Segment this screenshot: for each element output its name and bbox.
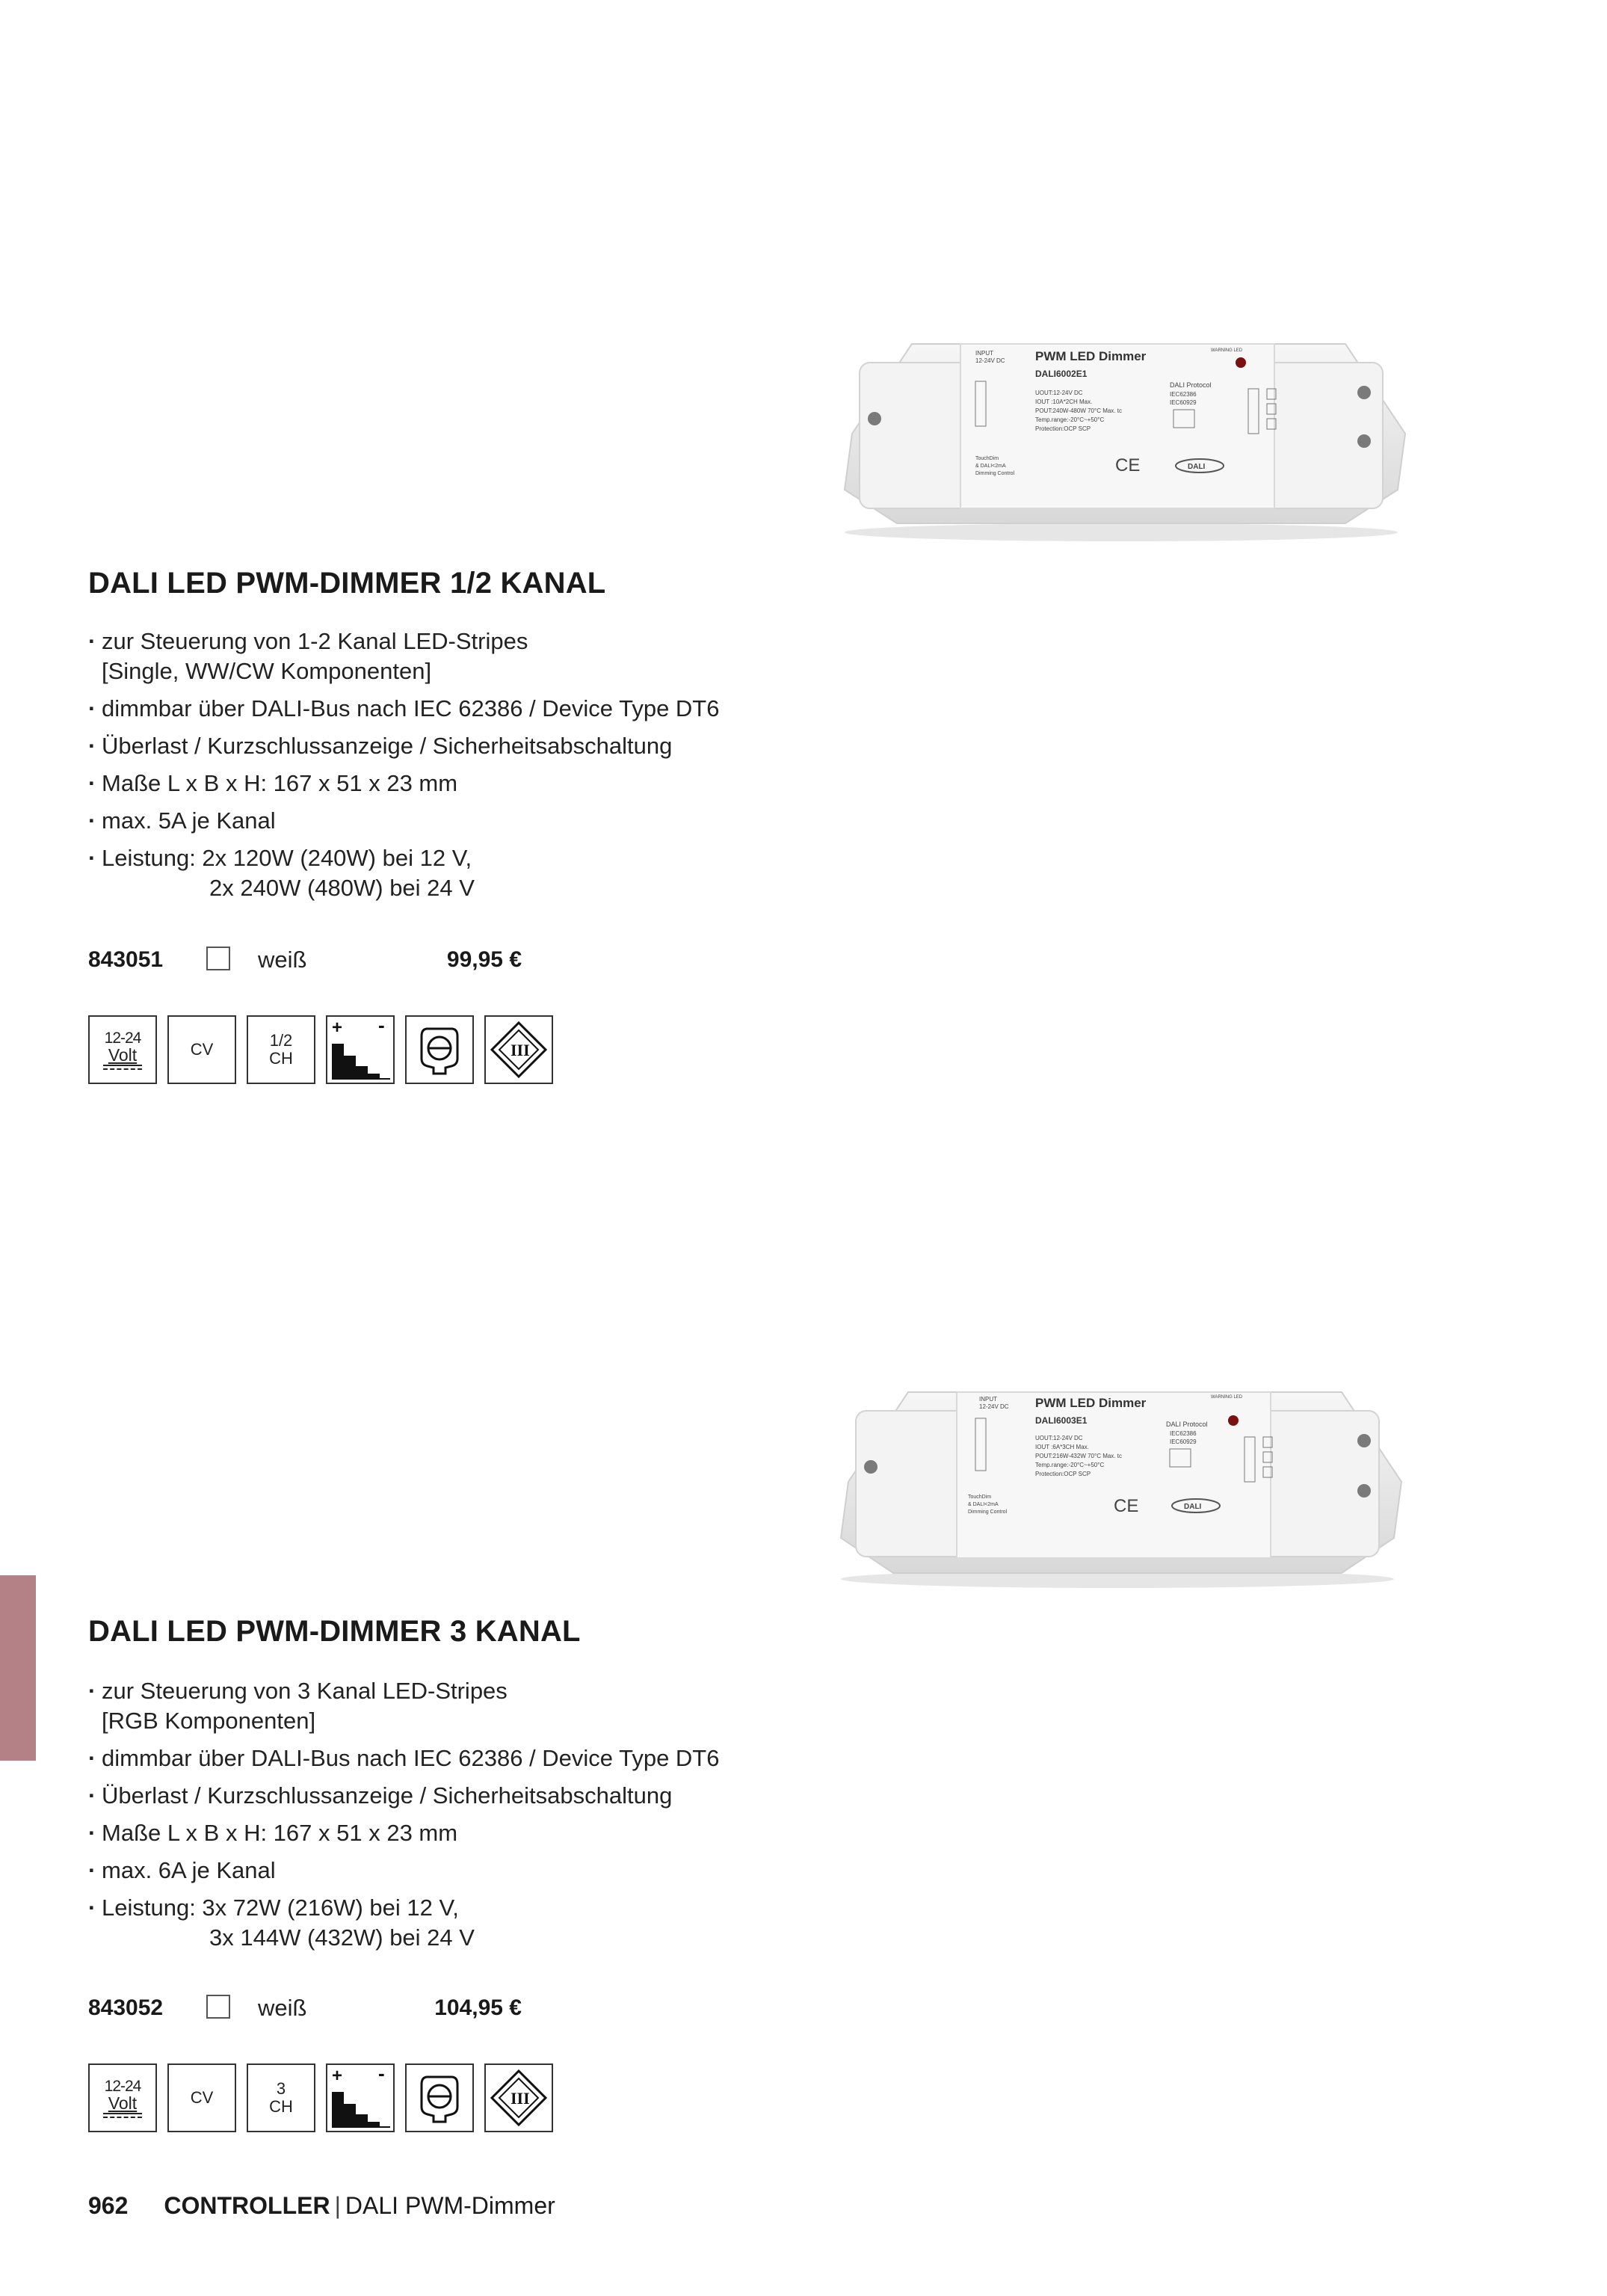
- dc-symbol-icon: [103, 2113, 142, 2118]
- product-image-dimmer-3ch: [818, 1377, 1420, 1594]
- feature-list: [88, 1676, 719, 1960]
- feature-text: · zur Steuerung von 1-2 Kanal LED-Stripes: [102, 628, 528, 654]
- dali-device-icon: [410, 2068, 469, 2128]
- dali-bus-icon: [405, 1015, 474, 1084]
- feature-list: [88, 627, 719, 911]
- constant-voltage-icon: [167, 1015, 236, 1084]
- color-label: weiß: [258, 947, 307, 973]
- feature-icons: [88, 2063, 567, 2135]
- feature-item: [88, 1781, 719, 1811]
- class-3-diamond-icon: [487, 2066, 550, 2129]
- device-spec-4: Temp.range:-20°C~+50°C: [1035, 416, 1105, 423]
- feature-text: · max. 6A je Kanal: [102, 1857, 276, 1883]
- voltage-12-24-icon: [88, 1015, 157, 1084]
- order-checkbox[interactable]: [206, 1995, 230, 2019]
- product-title: DALI LED PWM-DIMMER 1/2 KANAL: [88, 567, 606, 600]
- device-touch-1: TouchDim: [975, 456, 999, 461]
- feature-item: [88, 769, 719, 798]
- feature-text: · Leistung: 2x 120W (240W) bei 12 V,: [102, 845, 472, 871]
- page-footer: [88, 2189, 555, 2222]
- feature-text: · dimmbar über DALI-Bus nach IEC 62386 / Device Type DT6: [102, 695, 720, 721]
- dimmable-ramp-icon: [327, 1017, 393, 1083]
- feature-item: [88, 1856, 719, 1886]
- channel-count-icon: [247, 2063, 315, 2132]
- channel-unit-text: CH: [269, 2097, 293, 2116]
- voltage-range-text: 12-24: [104, 1029, 141, 1047]
- class-3-text: III: [511, 1041, 530, 1059]
- feature-text: · Maße L x B x H: 167 x 51 x 23 mm: [102, 770, 458, 796]
- device-touch-1: TouchDim: [968, 1495, 992, 1500]
- article-number: 843052: [88, 1995, 164, 2020]
- chapter-tab: [0, 1575, 36, 1761]
- device-input-voltage: 12-24V DC: [979, 1403, 1009, 1410]
- feature-item: [88, 627, 719, 686]
- dali-device-icon: [410, 1020, 469, 1080]
- device-dali-logo: DALI: [1184, 1503, 1202, 1511]
- class-3-text: III: [511, 2089, 530, 2108]
- feature-item: [88, 694, 719, 724]
- device-input-label: INPUT: [975, 350, 993, 357]
- color-label: weiß: [258, 1995, 307, 2021]
- dim-plus-text: +: [332, 2066, 343, 2086]
- order-checkbox[interactable]: [206, 947, 230, 970]
- device-warning-label: WARNING LED: [1211, 1395, 1243, 1400]
- protection-class-3-icon: [484, 2063, 553, 2132]
- device-spec-3: POUT:240W-480W 70°C Max. tc: [1035, 407, 1122, 414]
- device-model: DALI6003E1: [1035, 1415, 1088, 1426]
- price: 99,95 €: [446, 947, 522, 972]
- constant-voltage-icon: [167, 2063, 236, 2132]
- product-title: DALI LED PWM-DIMMER 3 KANAL: [88, 1615, 581, 1648]
- device-touch-3: Dimming Control: [975, 471, 1015, 476]
- channel-count-text: 1/2: [269, 1031, 293, 1050]
- feature-text-continued: [RGB Komponenten]: [102, 1708, 316, 1734]
- device-spec-5: Protection:OCP SCP: [1035, 425, 1091, 432]
- channel-unit-text: CH: [269, 1049, 293, 1068]
- feature-item: [88, 731, 719, 761]
- device-standard-2: IEC60929: [1170, 399, 1197, 406]
- footer-separator: |: [334, 2192, 341, 2219]
- class-3-diamond-icon: [487, 1018, 550, 1081]
- device-spec-1: UOUT:12-24V DC: [1035, 1435, 1083, 1441]
- order-row: [88, 1992, 537, 2025]
- feature-text: · Leistung: 3x 72W (216W) bei 12 V,: [102, 1895, 459, 1921]
- device-touch-2: & DALI<2mA: [968, 1502, 999, 1507]
- feature-item: [88, 1743, 719, 1773]
- device-header: PWM LED Dimmer: [1035, 349, 1147, 363]
- feature-text: · dimmbar über DALI-Bus nach IEC 62386 / Device Type DT6: [102, 1745, 720, 1771]
- constant-voltage-text: CV: [190, 2088, 214, 2107]
- feature-text-continued: 3x 144W (432W) bei 24 V: [209, 1924, 475, 1951]
- article-number: 843051: [88, 947, 164, 972]
- dim-minus-text: -: [378, 1017, 385, 1036]
- device-ce-mark: CE: [1114, 1496, 1139, 1516]
- feature-text-continued: 2x 240W (480W) bei 24 V: [209, 875, 475, 901]
- device-standard-1: IEC62386: [1170, 1430, 1197, 1437]
- device-model: DALI6002E1: [1035, 369, 1088, 379]
- protection-class-3-icon: [484, 1015, 553, 1084]
- price: 104,95 €: [434, 1995, 522, 2020]
- device-spec-5: Protection:OCP SCP: [1035, 1471, 1091, 1477]
- feature-item: [88, 806, 719, 836]
- device-input-voltage: 12-24V DC: [975, 357, 1005, 364]
- feature-text: · Überlast / Kurzschlussanzeige / Sicherheitsabschaltung: [102, 1782, 673, 1809]
- device-input-label: INPUT: [979, 1396, 997, 1403]
- feature-text: · zur Steuerung von 3 Kanal LED-Stripes: [102, 1678, 508, 1704]
- feature-item: [88, 1818, 719, 1848]
- order-row: [88, 944, 537, 976]
- dali-bus-icon: [405, 2063, 474, 2132]
- device-touch-2: & DALI<2mA: [975, 464, 1006, 469]
- voltage-range-text: 12-24: [104, 2077, 141, 2095]
- dim-minus-text: -: [378, 2065, 385, 2084]
- dc-symbol-icon: [103, 1065, 142, 1070]
- feature-item: [88, 1676, 719, 1736]
- feature-text: · max. 5A je Kanal: [102, 807, 276, 834]
- device-spec-4: Temp.range:-20°C~+50°C: [1035, 1462, 1105, 1468]
- device-touch-3: Dimming Control: [968, 1509, 1008, 1515]
- feature-text-continued: [Single, WW/CW Komponenten]: [102, 658, 432, 684]
- device-protocol: DALI Protocol: [1170, 381, 1212, 389]
- voltage-unit-text: Volt: [108, 1044, 138, 1065]
- device-ce-mark: CE: [1115, 455, 1141, 475]
- voltage-12-24-icon: [88, 2063, 157, 2132]
- feature-item: [88, 843, 719, 903]
- feature-icons: [88, 1015, 567, 1087]
- feature-text: · Maße L x B x H: 167 x 51 x 23 mm: [102, 1820, 458, 1846]
- dimmable-icon: [326, 2063, 395, 2132]
- device-spec-2: IOUT :10A*2CH Max.: [1035, 398, 1093, 405]
- voltage-unit-text: Volt: [108, 2093, 138, 2113]
- dimmable-ramp-icon: [327, 2065, 393, 2131]
- product-image-dimmer-2ch: [822, 329, 1420, 546]
- page-number: 962: [88, 2192, 129, 2219]
- feature-text: · Überlast / Kurzschlussanzeige / Sicherheitsabschaltung: [102, 733, 673, 759]
- device-warning-label: WARNING LED: [1211, 348, 1243, 353]
- device-spec-3: POUT:216W-432W 70°C Max. tc: [1035, 1453, 1122, 1459]
- channel-count-text: 3: [276, 2079, 286, 2098]
- constant-voltage-text: CV: [190, 1040, 214, 1059]
- dim-plus-text: +: [332, 1018, 343, 1038]
- device-header: PWM LED Dimmer: [1035, 1396, 1147, 1410]
- device-standard-1: IEC62386: [1170, 391, 1197, 398]
- footer-category: CONTROLLER: [164, 2192, 330, 2219]
- channel-count-icon: [247, 1015, 315, 1084]
- device-protocol: DALI Protocol: [1166, 1421, 1208, 1428]
- device-spec-2: IOUT :6A*3CH Max.: [1035, 1444, 1089, 1450]
- feature-item: [88, 1893, 719, 1953]
- device-standard-2: IEC60929: [1170, 1438, 1197, 1445]
- device-dali-logo: DALI: [1188, 463, 1206, 471]
- footer-subcategory: DALI PWM-Dimmer: [345, 2192, 555, 2219]
- dimmable-icon: [326, 1015, 395, 1084]
- device-spec-1: UOUT:12-24V DC: [1035, 390, 1083, 396]
